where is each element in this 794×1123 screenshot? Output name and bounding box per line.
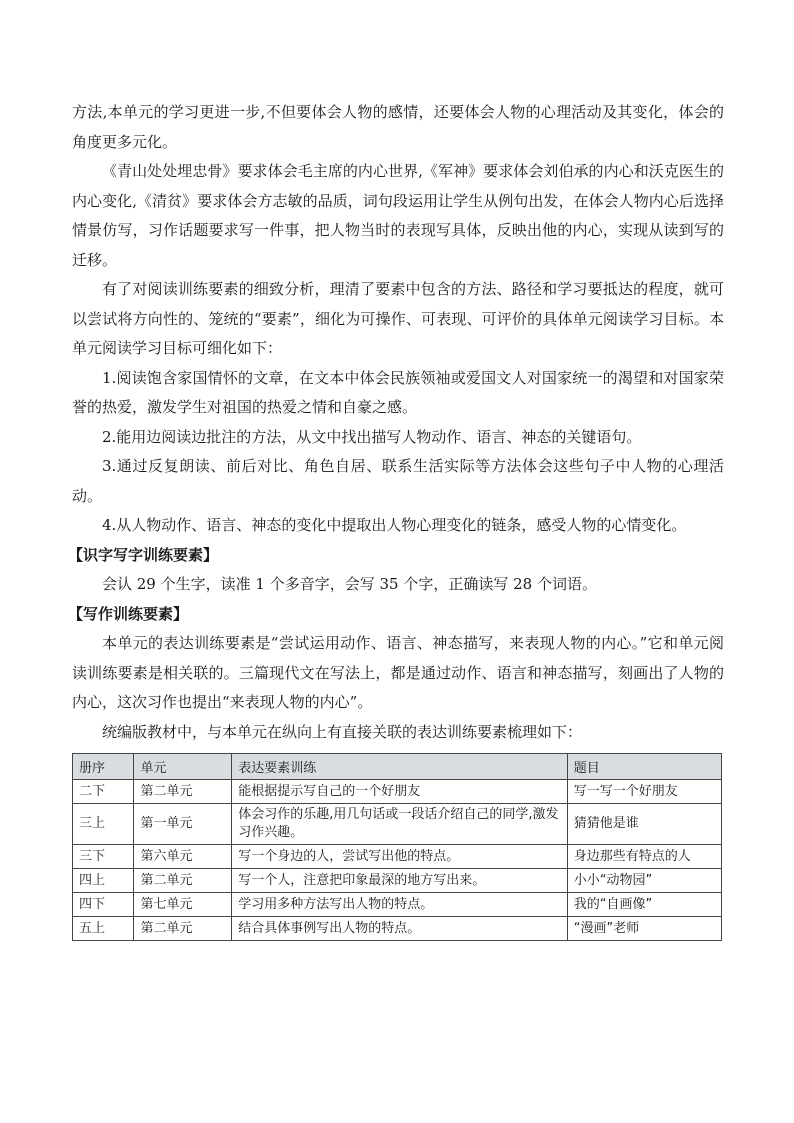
writing-requirements-table: [72, 753, 722, 941]
table-row: [73, 780, 722, 804]
heading-writing: 【写作训练要素】: [68, 604, 189, 623]
table-row: [73, 845, 722, 869]
cell-volume: 五上: [73, 917, 134, 941]
column-header-volume: 册序: [73, 754, 134, 780]
cell-unit: 第七单元: [134, 893, 232, 917]
heading-literacy: 【识字写字训练要素】: [68, 545, 219, 564]
cell-topic: 身边那些有特点的人: [567, 845, 721, 869]
paragraph-literacy: 会认 29 个生字，读准 1 个多音字，会写 35 个字，正确读写 28 个词语。: [102, 575, 597, 593]
column-header-unit: 单元: [134, 754, 232, 780]
column-header-topic: 题目: [567, 754, 721, 780]
goal-item-1: 1.阅读饱含家国情怀的文章，在文本中体会民族领袖或爱国文人对国家统一的渴望和对国家荣誉的热爱，激发学生对祖国的热爱之情和自豪之感。: [72, 368, 724, 416]
table-row: [73, 893, 722, 917]
table-row: [73, 804, 722, 845]
paragraph-table-intro: 统编版教材中，与本单元在纵向上有直接关联的表达训练要素梳理如下：: [102, 722, 583, 741]
cell-training: 结合具体事例写出人物的特点。: [232, 917, 568, 941]
cell-training: 学习用多种方法写出人物的特点。: [232, 893, 568, 917]
cell-training: 写一个身边的人，尝试写出他的特点。: [232, 845, 568, 869]
cell-training: 体会习作的乐趣,用几句话或一段话介绍自己的同学,激发习作兴趣。: [232, 804, 568, 845]
cell-volume: 四上: [73, 869, 134, 893]
cell-unit: 第二单元: [134, 917, 232, 941]
cell-unit: 第二单元: [134, 780, 232, 804]
table-header-row: [73, 754, 722, 780]
table-row: [73, 917, 722, 941]
cell-volume: 二下: [73, 780, 134, 804]
cell-unit: 第二单元: [134, 869, 232, 893]
cell-volume: 三下: [73, 845, 134, 869]
goal-item-4: 4.从人物动作、语言、神态的变化中提取出人物心理变化的链条，感受人物的心情变化。: [102, 516, 687, 534]
paragraph-writing-element: 本单元的表达训练要素是“尝试运用动作、语言、神态描写，来表现人物的内心。”它和单元阅读训练要素是相关联的。三篇现代文在写法上，都是通过动作、语言和神态描写，刻画出了人物的内心，这次习作也提出“来表现人物的内心”。: [72, 634, 724, 711]
cell-unit: 第六单元: [134, 845, 232, 869]
paragraph-lesson-requirements: 《青山处处埋忠骨》要求体会毛主席的内心世界,《军神》要求体会刘伯承的内心和沃克医生的内心变化,《清贫》要求体会方志敏的品质，词句段运用让学生从例句出发，在体会人物内心后选择情景仿写，习作话题要求写一件事，把人物当时的表现写具体，反映出他的内心，实现从读到写的迁移。: [72, 162, 724, 269]
goal-item-3: 3.通过反复朗读、前后对比、角色自居、联系生活实际等方法体会这些句子中人物的心理活动。: [72, 457, 724, 505]
cell-volume: 四下: [73, 893, 134, 917]
table-row: [73, 869, 722, 893]
cell-topic: 我的“自画像”: [567, 893, 721, 917]
paragraph-continuation: 方法,本单元的学习更进一步,不但要体会人物的感情，还要体会人物的心理活动及其变化，体会的角度更多元化。: [72, 103, 724, 151]
cell-topic: 猜猜他是谁: [567, 804, 721, 845]
cell-unit: 第一单元: [134, 804, 232, 845]
cell-topic: 小小“动物园”: [567, 869, 721, 893]
cell-training: 写一个人，注意把印象最深的地方写出来。: [232, 869, 568, 893]
goal-item-2: 2.能用边阅读边批注的方法，从文中找出描写人物动作、语言、神态的关键语句。: [102, 427, 642, 446]
cell-training: 能根据提示写自己的一个好朋友: [232, 780, 568, 804]
cell-topic: “漫画”老师: [567, 917, 721, 941]
column-header-training: 表达要素训练: [232, 754, 568, 780]
cell-volume: 三上: [73, 804, 134, 845]
document-page: [68, 98, 724, 941]
cell-topic: 写一写一个好朋友: [567, 780, 721, 804]
paragraph-goal-intro: 有了对阅读训练要素的细致分析，理清了要素中包含的方法、路径和学习要抵达的程度，就可以尝试将方向性的、笼统的“要素”，细化为可操作、可表现、可评价的具体单元阅读学习目标。本单元阅读学习目标可细化如下：: [72, 280, 724, 357]
